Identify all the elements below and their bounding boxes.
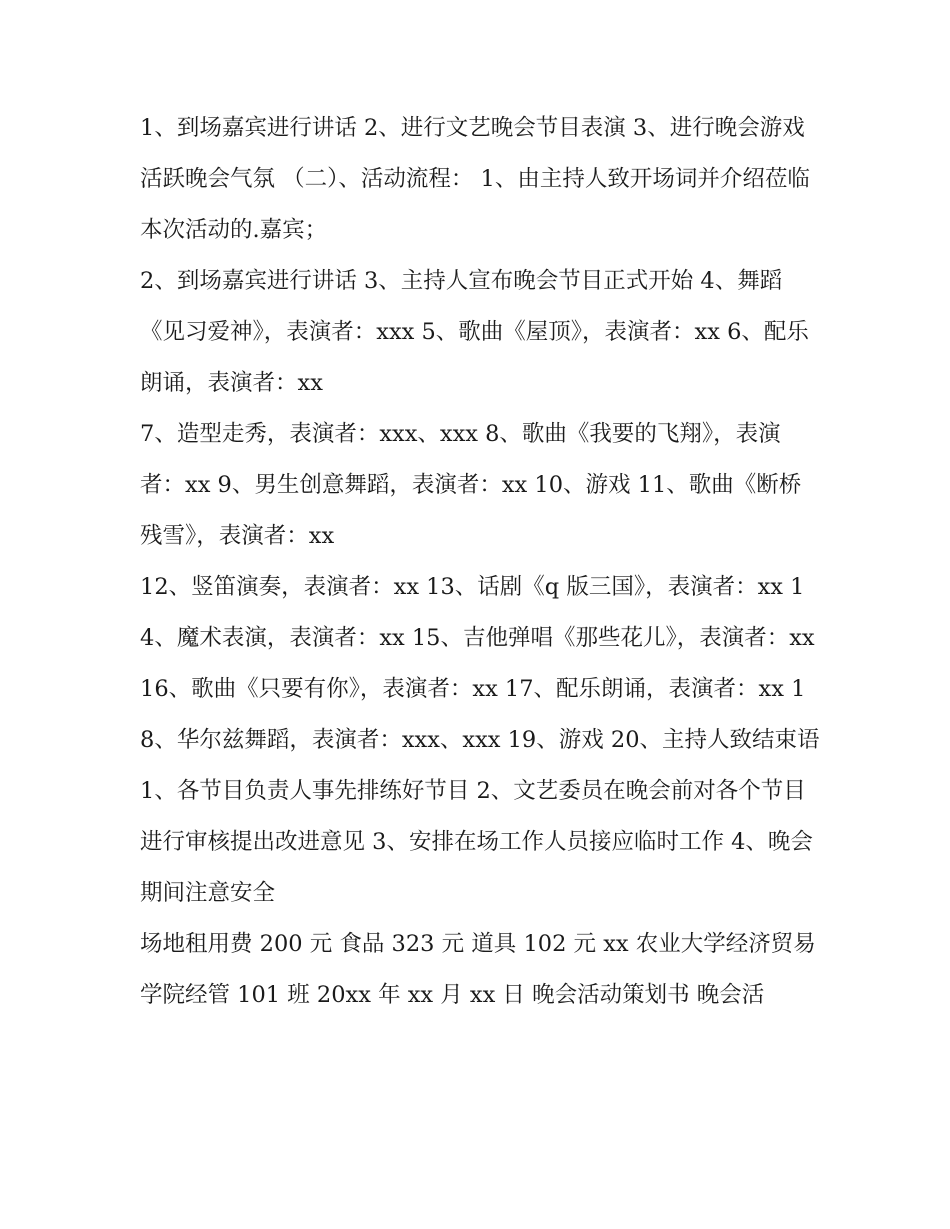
paragraph-budget: 场地租用费 200 元 食品 323 元 道具 102 元 xx 农业大学经济贸易学院经管 101 班 20xx 年 xx 月 xx 日 晚会活动策划书 晚会活: [140, 931, 816, 1008]
paragraph-program-part-4: 16、歌曲《只要有你》，表演者：xx 17、配乐朗诵，表演者：xx 18、华尔兹舞蹈，表演者：xxx、xxx 19、游戏 20、主持人致结束语: [140, 676, 820, 753]
paragraph-program-part-3: 12、竖笛演奏，表演者：xx 13、话剧《q 版三国》，表演者：xx 14、魔术表演，表演者：xx 15、吉他弹唱《那些花儿》，表演者：xx: [140, 574, 815, 651]
paragraph-notes: 1、各节目负责人事先排练好节目 2、文艺委员在晚会前对各个节目进行审核提出改进意见 3、安排在场工作人员接应临时工作 4、晚会期间注意安全: [140, 778, 813, 906]
document-page: [140, 103, 820, 1021]
paragraph-program-part-1: 2、到场嘉宾进行讲话 3、主持人宣布晚会节目正式开始 4、舞蹈《见习爱神》，表演者：xxx 5、歌曲《屋顶》，表演者：xx 6、配乐朗诵，表演者：xx: [140, 268, 809, 396]
paragraph-program-part-2: 7、造型走秀，表演者：xxx、xxx 8、歌曲《我要的飞翔》，表演者：xx 9、男生创意舞蹈，表演者：xx 10、游戏 11、歌曲《断桥残雪》，表演者：xx: [140, 421, 802, 549]
paragraph-activity-content: 1、到场嘉宾进行讲话 2、进行文艺晚会节目表演 3、进行晚会游戏活跃晚会气氛 （二）、活动流程： 1、由主持人致开场词并介绍莅临本次活动的.嘉宾；: [140, 115, 810, 243]
